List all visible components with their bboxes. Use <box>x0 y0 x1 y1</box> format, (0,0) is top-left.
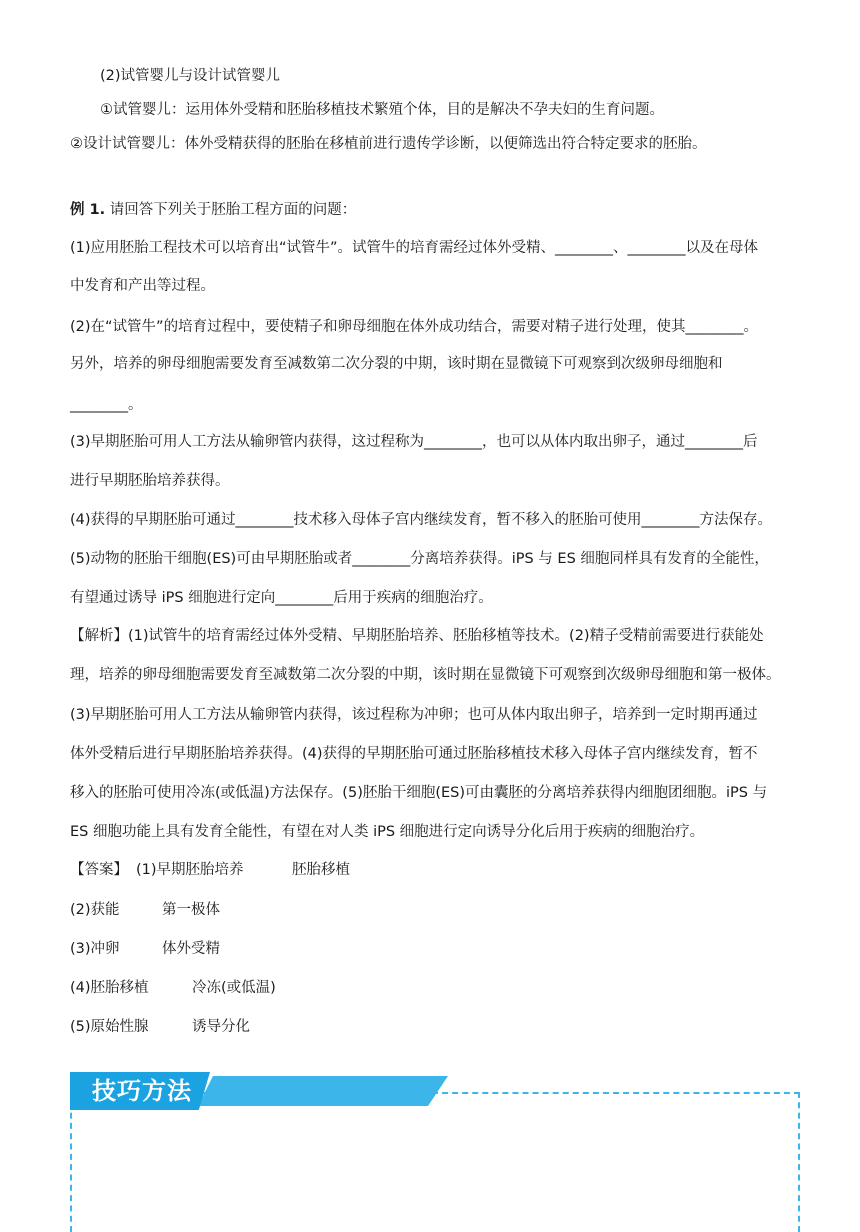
answer-item-b: 体外受精 <box>162 941 220 957</box>
analysis-line: 理，培养的卵母细胞需要发育至减数第二次分裂的中期，该时期在显微镜下可观察到次级卵母细胞和第一极体。 <box>70 667 781 683</box>
question-line: 有望通过诱导 iPS 细胞进行定向________后用于疾病的细胞治疗。 <box>70 590 493 606</box>
example-label: 例 1. <box>70 202 106 218</box>
question-line: (4)获得的早期胚胎可通过________技术移入母体子宫内继续发育，暂不移入的胚胎可使用________方法保存。 <box>70 512 773 528</box>
answer-item-a: (4)胚胎移植 <box>70 980 149 996</box>
question-line: (2)在“试管牛”的培育过程中，要使精子和卵母细胞在体外成功结合，需要对精子进行处理，使其________。 <box>70 319 759 335</box>
tips-title: 技巧方法 <box>92 1077 192 1105</box>
answer-item-b: 胚胎移植 <box>292 862 350 878</box>
question-line: ________。 <box>70 397 143 413</box>
tips-banner <box>70 1072 450 1108</box>
answer-item-b: 诱导分化 <box>192 1019 250 1035</box>
example-heading <box>70 200 356 220</box>
question-line: (5)动物的胚胎干细胞(ES)可由早期胚胎或者________分离培养获得。iPS 与 ES 细胞同样具有发育的全能性， <box>70 551 769 567</box>
answer-item-a: (2)获能 <box>70 902 120 918</box>
answer-item-b: 第一极体 <box>162 902 220 918</box>
question-line: (3)早期胚胎可用人工方法从输卵管内获得，这过程称为________，也可以从体内取出卵子，通过________后 <box>70 434 758 450</box>
answer-item-a: (5)原始性腺 <box>70 1019 149 1035</box>
answer-item-b: 冷冻(或低温) <box>192 980 276 996</box>
question-line: 进行早期胚胎培养获得。 <box>70 473 230 489</box>
question-line: 另外，培养的卵母细胞需要发育至减数第二次分裂的中期，该时期在显微镜下可观察到次级卵母细胞和 <box>70 356 723 372</box>
tips-box <box>70 1092 800 1232</box>
intro-line-1: (2)试管婴儿与设计试管婴儿 <box>100 68 281 84</box>
analysis-line: 【解析】(1)试管牛的培育需经过体外受精、早期胚胎培养、胚胎移植等技术。(2)精子受精前需要进行获能处 <box>70 628 764 644</box>
analysis-line: 体外受精后进行早期胚胎培养获得。(4)获得的早期胚胎可通过胚胎移植技术移入母体子宫内继续发育，暂不 <box>70 746 758 762</box>
answer-tag: 【答案】 <box>70 862 128 878</box>
analysis-line: ES 细胞功能上具有发育全能性，有望在对人类 iPS 细胞进行定向诱导分化后用于疾病的细胞治疗。 <box>70 824 705 840</box>
intro-line-3: ②设计试管婴儿：体外受精获得的胚胎在移植前进行遗传学诊断，以便筛选出符合特定要求的胚胎。 <box>70 136 707 152</box>
question-line: (1)应用胚胎工程技术可以培育出“试管牛”。试管牛的培育需经过体外受精、________、________以及在母体 <box>70 240 759 256</box>
intro-line-2: ①试管婴儿：运用体外受精和胚胎移植技术繁殖个体，目的是解决不孕夫妇的生育问题。 <box>100 102 664 118</box>
analysis-line: 移入的胚胎可使用冷冻(或低温)方法保存。(5)胚胎干细胞(ES)可由囊胚的分离培养获得内细胞团细胞。iPS 与 <box>70 785 768 801</box>
answer-item-a: (3)冲卵 <box>70 941 120 957</box>
analysis-line: (3)早期胚胎可用人工方法从输卵管内获得，该过程称为冲卵；也可从体内取出卵子，培养到一定时期再通过 <box>70 707 758 723</box>
question-line: 中发育和产出等过程。 <box>70 278 215 294</box>
answer-item-a: (1)早期胚胎培养 <box>136 862 244 878</box>
banner-strip <box>198 1076 448 1106</box>
example-stem: 请回答下列关于胚胎工程方面的问题： <box>109 202 357 218</box>
